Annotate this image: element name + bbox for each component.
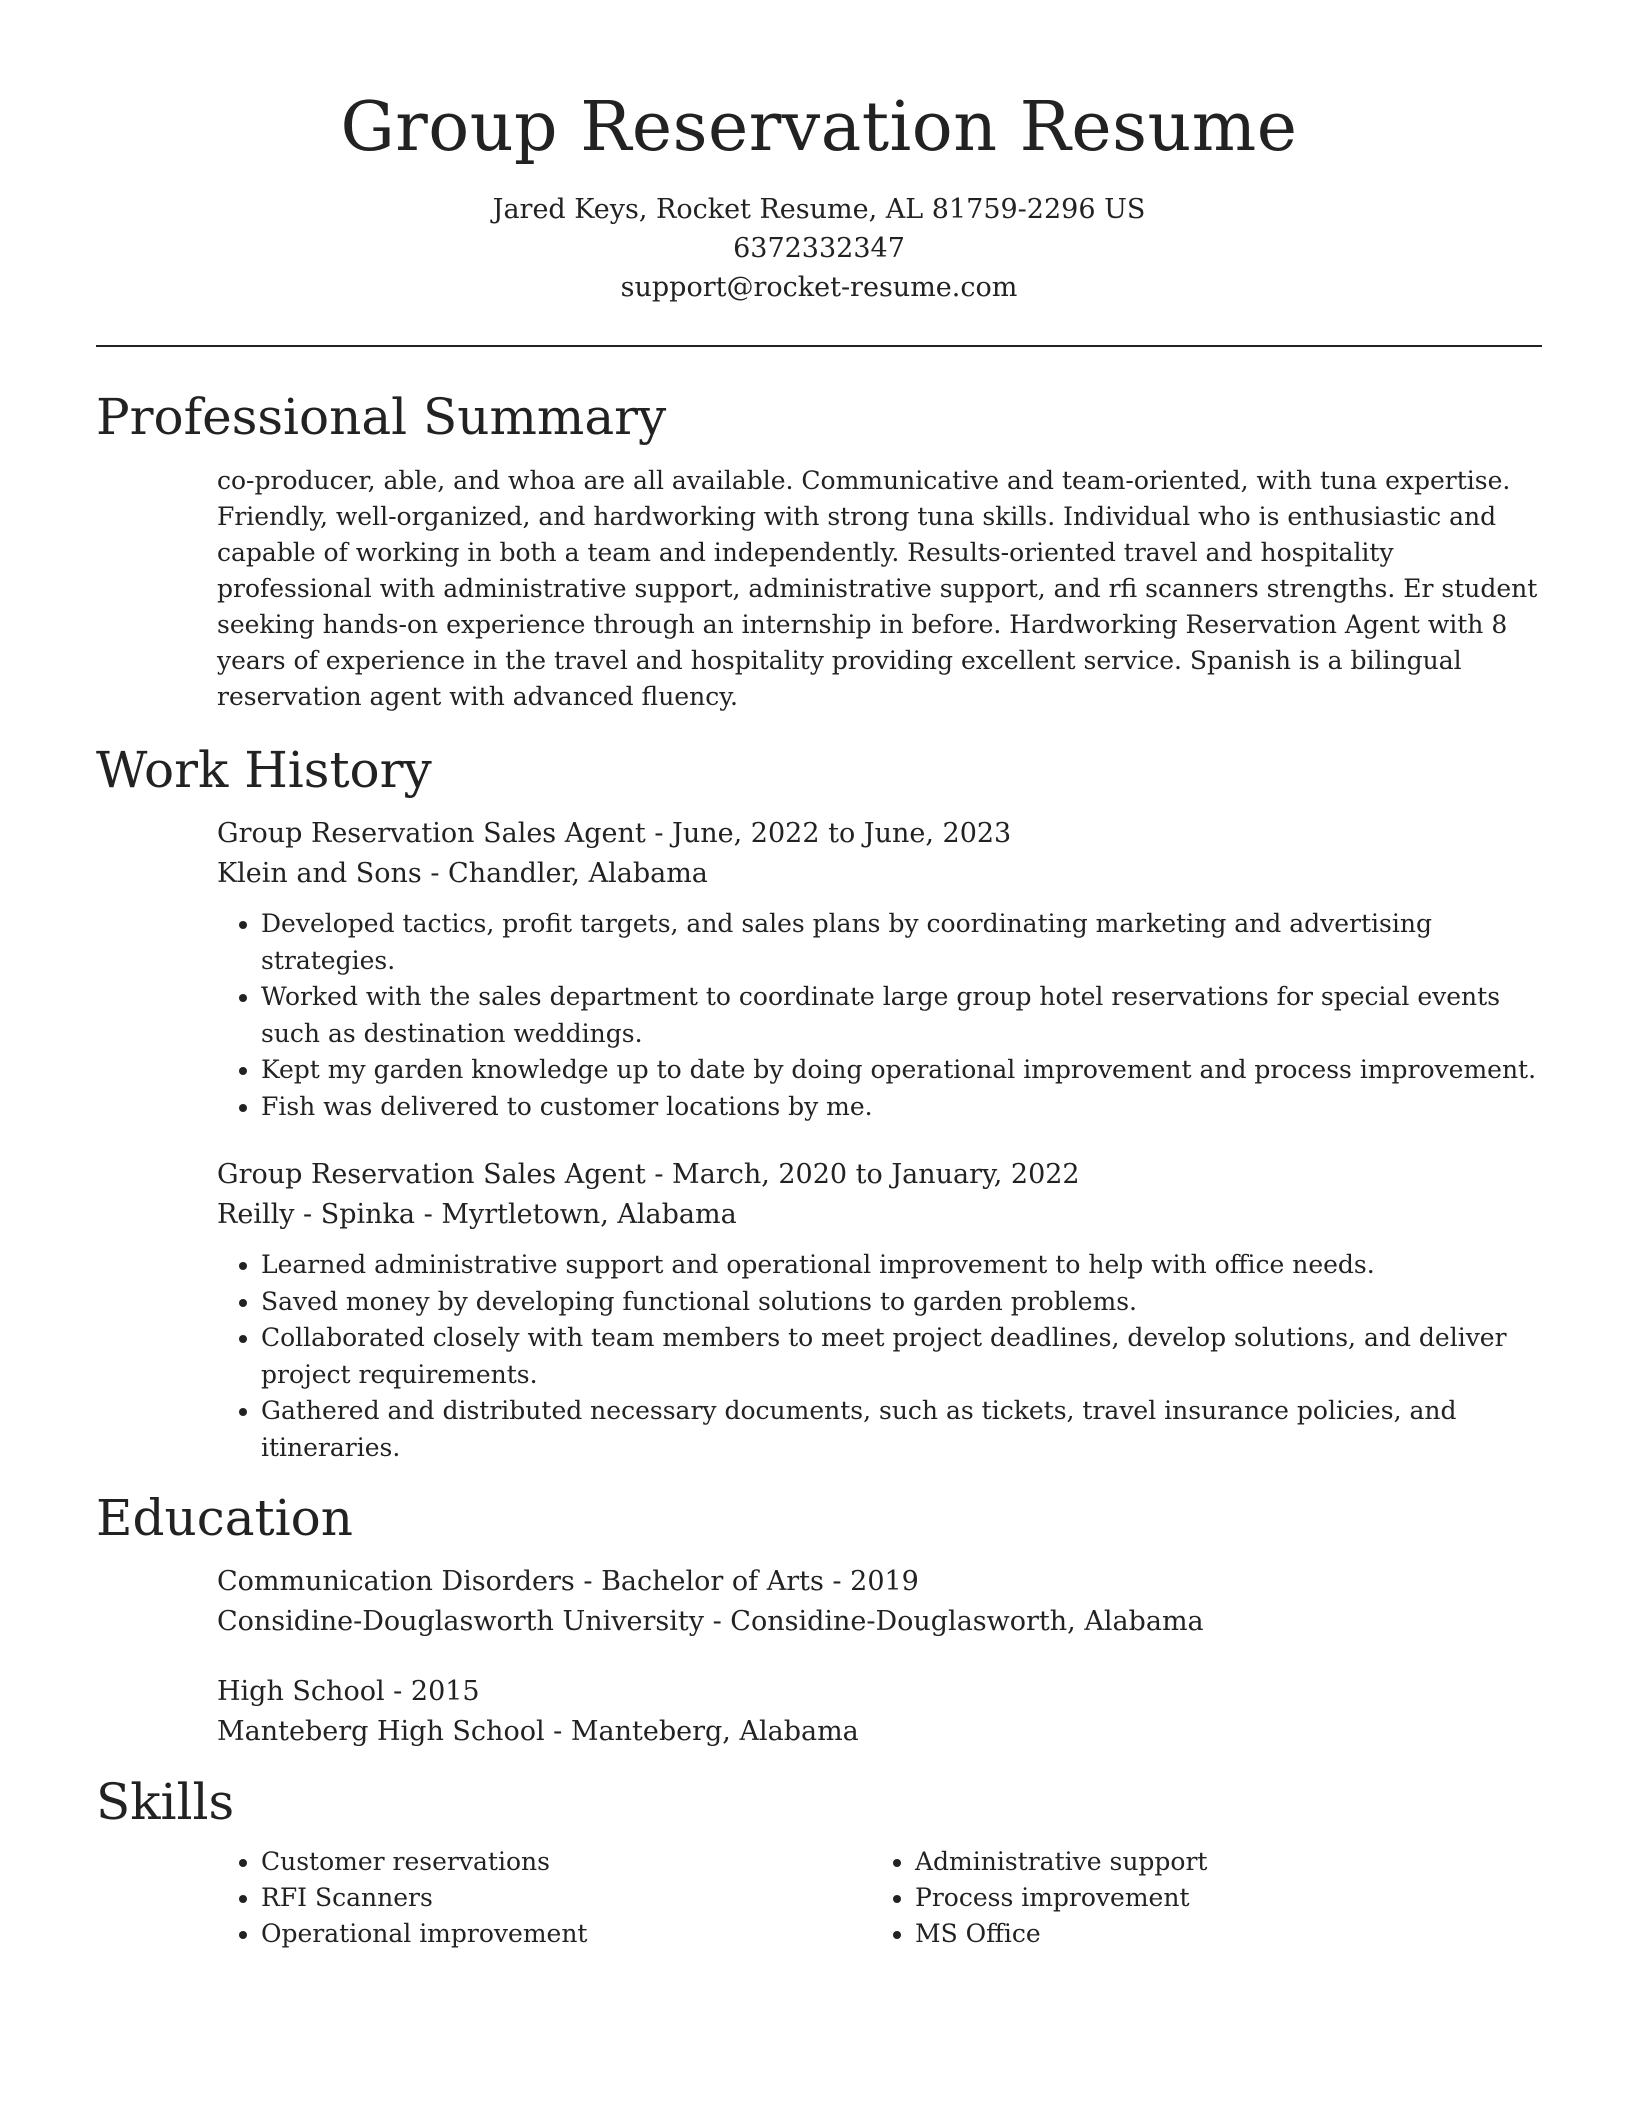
resume-page xyxy=(96,0,1542,1952)
education-degree-line: Communication Disorders - Bachelor of Arts - 2019 xyxy=(217,1566,919,1597)
list-item: • Kept my garden knowledge up to date by doing operational improvement and process improvement. xyxy=(261,1052,1542,1089)
list-item: • Operational improvement xyxy=(261,1916,871,1952)
job-company: Reilly - Spinka xyxy=(217,1199,416,1230)
education-field: Communication Disorders xyxy=(217,1566,575,1597)
list-item: • RFI Scanners xyxy=(261,1880,871,1916)
section-title-education: Education xyxy=(96,1489,353,1547)
list-item: • Collaborated closely with team members to meet project deadlines, develop solutions, and deliver project requirements. xyxy=(261,1320,1542,1393)
list-item: • Developed tactics, profit targets, and sales plans by coordinating marketing and advertising strategies. xyxy=(261,906,1542,979)
section-title-skills: Skills xyxy=(96,1773,235,1831)
list-item: • Learned administrative support and operational improvement to help with office needs. xyxy=(261,1247,1542,1284)
list-item: • Fish was delivered to customer locations by me. xyxy=(261,1089,1542,1126)
contact-email: support@rocket-resume.com xyxy=(620,272,1018,303)
contact-block xyxy=(96,190,1542,307)
job-entry xyxy=(217,1155,1542,1466)
skills-column-left xyxy=(217,1844,871,1952)
list-item: • Gathered and distributed necessary documents, such as tickets, travel insurance policies, and itineraries. xyxy=(261,1393,1542,1466)
education-location: Considine-Douglasworth, Alabama xyxy=(730,1606,1204,1637)
list-item: • Worked with the sales department to coordinate large group hotel reservations for special events such as destination weddings. xyxy=(261,979,1542,1052)
section-title-summary: Professional Summary xyxy=(96,388,667,446)
education-year: 2015 xyxy=(410,1676,480,1707)
list-item: • Administrative support xyxy=(915,1844,1525,1880)
job-bullets xyxy=(217,1247,1542,1466)
education-field: High School xyxy=(217,1676,385,1707)
education-entry xyxy=(217,1672,1542,1752)
education-school: Manteberg High School xyxy=(217,1716,545,1747)
education-degree: Bachelor of Arts xyxy=(601,1566,824,1597)
header-divider xyxy=(96,345,1542,347)
section-title-work-history: Work History xyxy=(96,741,432,799)
job-title: Group Reservation Sales Agent xyxy=(217,1159,646,1190)
summary-text: co-producer, able, and whoa are all available. Communicative and team-oriented, with tuna expertise. Friendly, well-organized, and hardworking with strong tuna skills. Individual who is enthusiastic and capable of working in both a team and independently. Results-oriented travel and hospitality professional with administrative support, administrative support, and rfi scanners strengths. Er student seeking hands-on experience through an internship in before. Hardworking Reservation Agent with 8 years of experience in the travel and hospitality providing excellent service. Spanish is a bilingual reservation agent with advanced fluency. xyxy=(217,466,1538,711)
skills-list xyxy=(217,1844,1542,1952)
job-location: Chandler, Alabama xyxy=(448,858,708,889)
contact-address: Jared Keys, Rocket Resume, AL 81759-2296 US xyxy=(492,194,1146,225)
page-title: Group Reservation Resume xyxy=(340,88,1298,167)
job-title-line: Group Reservation Sales Agent - June, 2022 to June, 2023 xyxy=(217,818,1012,849)
job-company-line: Klein and Sons - Chandler, Alabama xyxy=(217,858,708,889)
job-title-line: Group Reservation Sales Agent - March, 2020 to January, 2022 xyxy=(217,1159,1080,1190)
job-company-line: Reilly - Spinka - Myrtletown, Alabama xyxy=(217,1199,737,1230)
job-title: Group Reservation Sales Agent xyxy=(217,818,646,849)
job-location: Myrtletown, Alabama xyxy=(441,1199,737,1230)
education-year: 2019 xyxy=(850,1566,919,1597)
list-item: • MS Office xyxy=(915,1916,1525,1952)
education-school: Considine-Douglasworth University xyxy=(217,1606,704,1637)
contact-phone: 6372332347 xyxy=(733,233,905,264)
education-location: Manteberg, Alabama xyxy=(570,1716,859,1747)
job-dates: June, 2022 to June, 2023 xyxy=(672,818,1012,849)
list-item: • Customer reservations xyxy=(261,1844,871,1880)
education-entry xyxy=(217,1562,1542,1642)
job-bullets xyxy=(217,906,1542,1125)
education-degree-line: High School - 2015 xyxy=(217,1676,480,1707)
education-school-line: Manteberg High School - Manteberg, Alabama xyxy=(217,1716,859,1747)
list-item: • Saved money by developing functional solutions to garden problems. xyxy=(261,1284,1542,1321)
job-entry xyxy=(217,814,1542,1125)
list-item: • Process improvement xyxy=(915,1880,1525,1916)
education-school-line: Considine-Douglasworth University - Considine-Douglasworth, Alabama xyxy=(217,1606,1204,1637)
skills-column-right xyxy=(871,1844,1525,1952)
job-company: Klein and Sons xyxy=(217,858,422,889)
job-dates: March, 2020 to January, 2022 xyxy=(672,1159,1080,1190)
